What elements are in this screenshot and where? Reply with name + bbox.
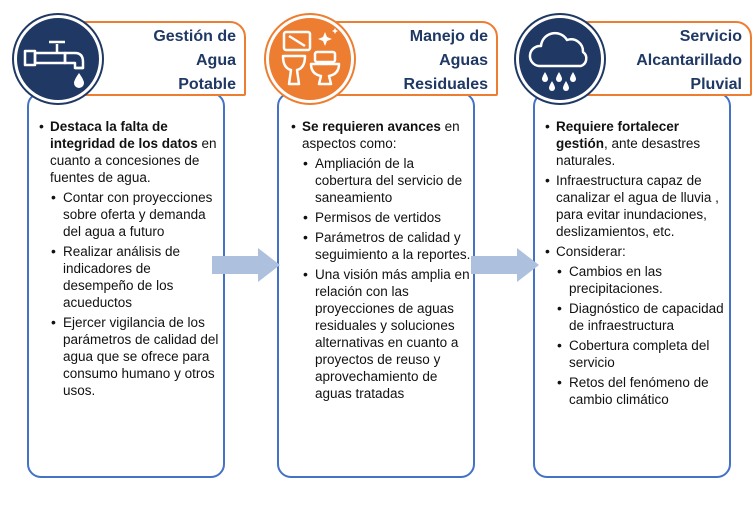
sub-bullet-item — [37, 243, 223, 311]
bullet-text: Cambios en las precipitaciones. — [569, 264, 663, 296]
bullet-item — [543, 118, 727, 169]
title-line: Alcantarillado — [636, 52, 742, 69]
content-aguas-residuales — [289, 118, 474, 405]
sub-bullet-item — [37, 314, 223, 399]
bullet-text: Considerar: — [556, 244, 626, 259]
rain-cloud-icon — [516, 15, 604, 103]
content-alcantarillado-pluvial — [543, 118, 727, 411]
content-agua-potable — [37, 118, 223, 402]
bullet-bold-text: Se requieren avances — [302, 119, 441, 134]
bullet-item — [37, 118, 223, 186]
bullet-text: Ejercer vigilancia de los parámetros de calidad del agua que se ofrece para consumo humano y otros usos. — [63, 315, 219, 398]
bullet-text: Diagnóstico de capacidad de infraestructura — [569, 301, 724, 333]
title-line: Gestión de — [153, 28, 236, 45]
bullet-item — [289, 118, 474, 152]
bullet-text: Infraestructura capaz de canalizar el agua de lluvia , para evitar inundaciones, deslizamientos, etc. — [556, 173, 719, 239]
sub-bullet-item — [543, 263, 727, 297]
title-line: Manejo de — [409, 28, 488, 45]
bullet-text: en cuanto a concesiones de fuentes de agua. — [50, 136, 217, 185]
bullet-bold-text: Requiere fortalecer gestión — [556, 119, 680, 151]
bullet-text: Ampliación de la cobertura del servicio de saneamiento — [315, 156, 463, 205]
bullet-text: Parámetros de calidad y seguimiento a la reportes. — [315, 230, 471, 262]
bullet-item — [543, 243, 727, 260]
arrow-right-icon — [471, 248, 541, 282]
sub-bullet-item — [289, 266, 474, 402]
sub-bullet-item — [289, 155, 474, 206]
sub-bullet-item — [543, 300, 727, 334]
sub-bullet-item — [37, 189, 223, 240]
bullet-text: Contar con proyecciones sobre oferta y demanda del agua a futuro — [63, 190, 213, 239]
bullet-text: Una visión más amplia en relación con las proyecciones de aguas residuales y soluciones alternativas en cuanto a proyectos de reuso y aprovechamiento de aguas tratadas — [315, 267, 470, 401]
sub-bullet-item — [289, 229, 474, 263]
bullet-text: Permisos de vertidos — [315, 210, 442, 225]
bullet-text: en aspectos como: — [302, 119, 460, 151]
bullet-bold-text: Destaca la falta de integridad de los datos — [50, 119, 198, 151]
title-line: Residuales — [403, 76, 488, 93]
bullet-text: Retos del fenómeno de cambio climático — [569, 375, 709, 407]
title-line: Servicio — [679, 28, 742, 45]
sub-bullet-item — [543, 337, 727, 371]
sub-bullet-item — [289, 209, 474, 226]
toilet-sink-icon — [266, 15, 354, 103]
title-line: Agua — [196, 52, 236, 69]
bullet-item — [543, 172, 727, 240]
title-line: Aguas — [439, 52, 488, 69]
water-tap-icon — [14, 15, 102, 103]
bullet-text: Cobertura completa del servicio — [569, 338, 710, 370]
bullet-text: , ante desastres naturales. — [556, 136, 701, 168]
sub-bullet-item — [543, 374, 727, 408]
title-line: Potable — [178, 76, 236, 93]
bullet-text: Realizar análisis de indicadores de desempeño de los acueductos — [63, 244, 181, 310]
title-line: Pluvial — [690, 76, 742, 93]
